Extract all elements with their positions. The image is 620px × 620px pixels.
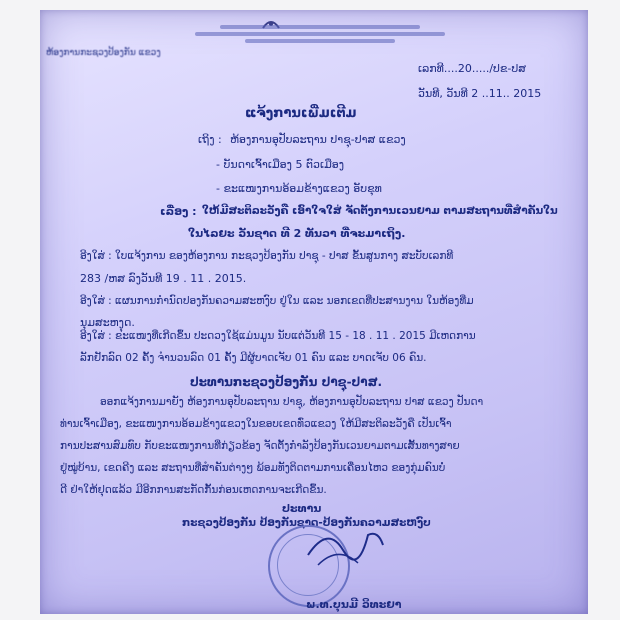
subject-line-2: ໃນໄລຍະ ວັນຊາດ ທີ 2 ທັນວາ ທີ່ຈະມາເຖິງ. [188,227,406,240]
header-ministry: ຫ້ອງການກະຊວງປ້ອງກັນ ແຂວງ [46,48,161,58]
issuer-heading: ປະທານກະຊວງປ້ອງກັນ ປາຊຸ-ປາສ. [190,375,383,389]
reference-number: ເລກທີ....20...../ປຂ-ປສ [418,62,526,75]
body-line-1: ອອກແຈ້ງການມາຍັງ ຫ້ອງການອຸປັບລະຖານ ປາຊຸ, ຫ້ອງການອຸປັບລະຖານ ປາສ ແຂວງ ປັນດາ [100,396,484,408]
reference-2-line-2: ນຸມສະຫງຸດ. [80,316,135,329]
document-date: ວັນທີ, ວັນທີ 2 ..11.. 2015 [418,87,542,100]
letterhead-lines [190,22,450,46]
signature-title: ປະທານ [282,502,322,515]
reference-3-line-1: ອີງໃສ່ : ຂະແໜງທີ່ເກີດຂຶ້ນ ປະດວງໃຊ້ແມ່ນມູນ ນັບແຕ່ວັນທີ 15 - 18 . 11 . 2015 ມີເຫດການ [80,330,476,342]
body-line-3: ການປະສານສົມທົບ ກັບຂະແໜງການທີ່ກ່ຽວຂ້ອງ ຈັດຕັ້ງກຳລັງປ້ອງກັນເວນຍາມຕາມເສັ້ນທາງສາຍ [60,440,460,452]
subject-label: ເລື່ອງ : [160,205,197,218]
document-page [40,10,588,614]
signature-organization: ກະຊວງປ້ອງກັນ ປ້ອງກັນຊາດ-ປ້ອງກັນຄວາມສະຫງົບ [182,517,431,529]
reference-2-line-1: ອີງໃສ່ : ແຜນການກຳນົດປອງກັນຄວາມສະຫງົບ ຢູ່ໃນ ແລະ ນອກເຂດທີ່ປະສານງານ ໃນຫ້ອງທີ່ມ [80,295,474,307]
addressee-1: ຫ້ອງການອຸປັບລະຖານ ປາຊຸ-ປາສ ແຂວງ [230,133,406,146]
signer-name: ພ.ທ.ບຸນມີ ວິທະຍາ [306,598,402,611]
body-line-2: ທ່ານເຈົ້າເມືອງ, ຂະແໜງການອ້ອມຂ້າງແຂວງໃນຂອບເຂດທົ່ວແຂວງ ໃຫ້ມີສະຕິລະວັງຄື ເປັນເຈົ້າ [60,418,452,430]
body-line-5: ດີ ຢ່າໃຫ້ຢຸດແລ້ວ ມີອີກການສະກັດກັ້ນກ່ອນເຫດການຈະເກີດຂຶ້ນ. [60,484,327,496]
reference-3-line-2: ລັກຢັກລົດ 02 ຄັ້ງ ຈຳນວນລົດ 01 ຄັ້ງ ມີຜູ້ບາດເຈັບ 01 ຄົນ ແລະ ບາດເຈັບ 06 ຄົນ. [80,352,427,364]
addressee-2: - ບັນດາເຈົ້າເມືອງ 5 ຕົວເມືອງ [216,158,345,171]
subject-line-1: ໃຫ້ມີສະຕິລະວັງຄື ເອົາໃຈໃສ່ ຈັດຕັ້ງການເວນຍາມ ຕາມສະຖານທີ່ສຳຄັນໃນ [202,205,558,217]
document-title: ແຈ້ງການເພີ່ມເຕີມ [245,106,357,121]
reference-1-line-2: 283 /ຫສ ລົງວັນທີ 19 . 11 . 2015. [80,272,247,285]
to-label: ເຖິງ : [198,133,222,146]
reference-1-line-1: ອີງໃສ່ : ໃບແຈ້ງການ ຂອງຫ້ອງການ ກະຊວງປ້ອງກັນ ປາຊຸ - ປາສ ຂັ້ນສູນກາງ ສະບັບເລກທີ [80,250,454,262]
handwritten-signature-icon [298,515,388,575]
addressee-3: - ຂະແໜງການອ້ອມຂ້າງແຂວງ ອັບຂຸທ [216,182,382,195]
body-line-4: ຢູ່ໝູ່ບ້ານ, ເຂດຄີງ ແລະ ສະຖານທີ່ສຳຄັນຕ່າງໆ ພ້ອມທັງຕິດຕາມການເຄື່ອນໄຫວ ຂອງກຸ່ມຄົນບໍ່ [60,462,446,474]
